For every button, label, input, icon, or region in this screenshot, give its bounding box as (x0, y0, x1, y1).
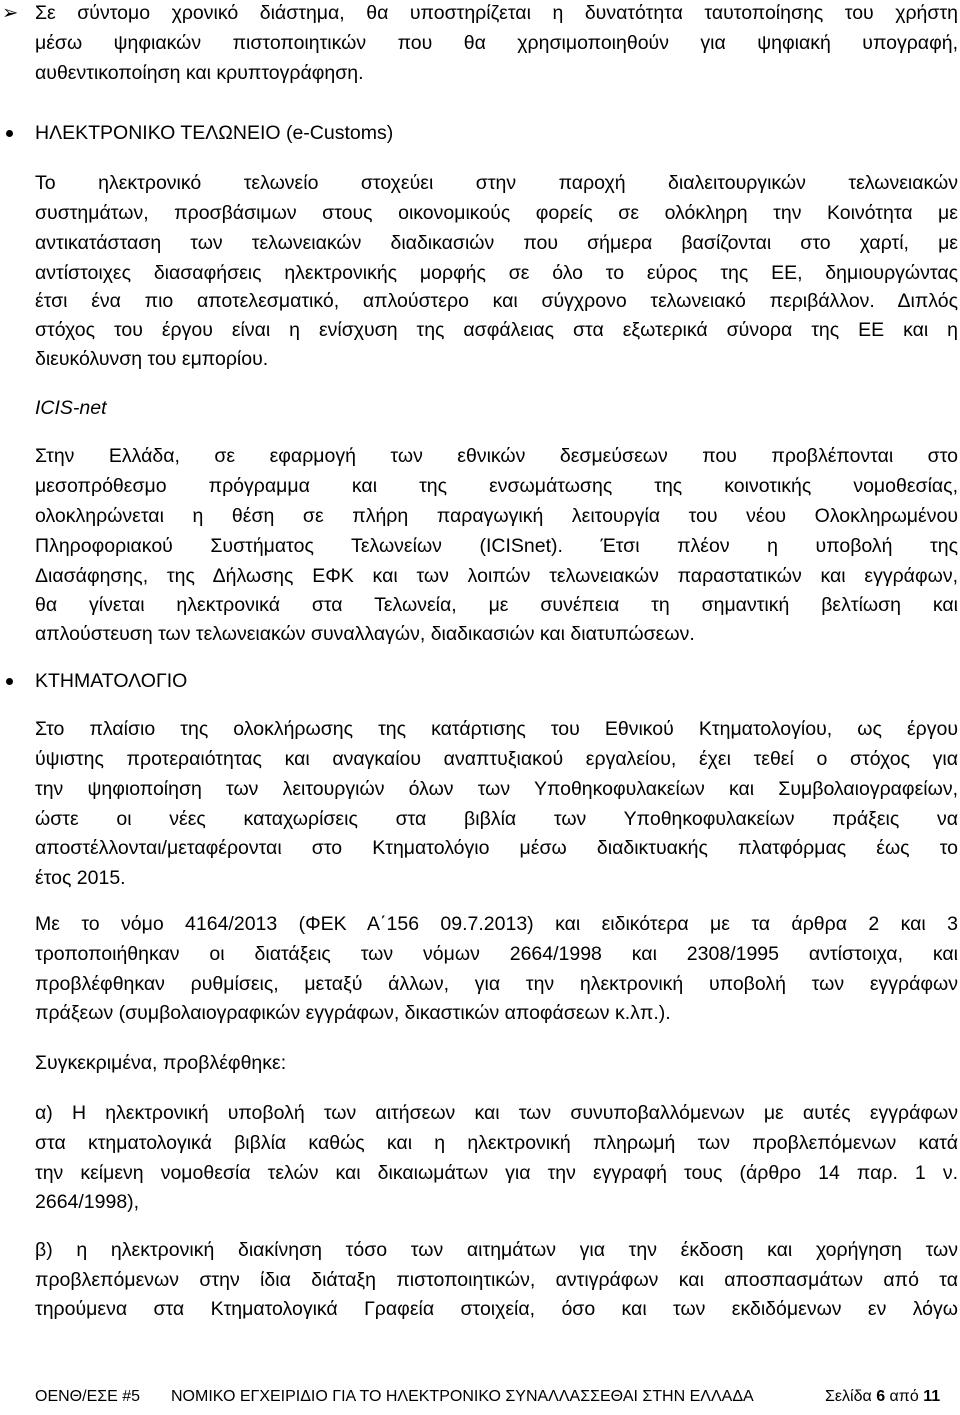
text-line: ώστε οι νέες καταχωρίσεις στα βιβλία των Υποθηκοφυλακείων πράξεις να (35, 808, 958, 830)
bullet-dot-icon (6, 678, 13, 685)
text-line: Σε σύντομο χρονικό διάστημα, θα υποστηρίζεται η δυνατότητα ταυτοποίησης του χρήστη (35, 2, 958, 24)
bullet-dot-icon (6, 130, 13, 137)
text-line: πράξεων (συμβολαιογραφικών εγγράφων, δικαστικών αποφάσεων κ.λπ.). (35, 1002, 671, 1024)
page-total: 11 (923, 1388, 941, 1405)
cadastre-heading: ΚΤΗΜΑΤΟΛΟΓΙΟ (35, 670, 188, 692)
text-line: έτσι ένα πιο αποτελεσματικό, απλούστερο και σύγχρονο τελωνειακό περιβάλλον. Διπλός (35, 290, 958, 312)
text-line: απλούστευση των τελωνειακών συναλλαγών, διαδικασιών και διατυπώσεων. (35, 623, 695, 645)
text-line: την ψηφιοποίηση των λειτουργιών όλων των Υποθηκοφυλακείων και Συμβολαιογραφείων, (35, 778, 958, 800)
text-line: αποστέλλονται/μεταφέρονται στο Κτηματολόγιο μέσω διαδικτυακής πλατφόρμας έως το (35, 837, 958, 859)
text-line: θα γίνεται ηλεκτρονικά στα Τελωνεία, με συνέπεια τη σημαντική βελτίωση και (35, 594, 958, 616)
footer-code: ΟΕΝΘ/ΕΣΕ #5 (35, 1388, 141, 1405)
text-line: διευκόλυνση του εμπορίου. (35, 348, 269, 370)
text-line: στόχος του έργου είναι η ενίσχυση της ασφάλειας στα εξωτερικά σύνορα της ΕΕ και η (35, 319, 958, 341)
icisnet-subheading: ICIS-net (35, 397, 107, 419)
text-line: Με το νόμο 4164/2013 (ΦΕΚ Α΄156 09.7.2013) και ειδικότερα με τα άρθρα 2 και 3 (35, 913, 958, 935)
text-line: ύψιστης προτεραιότητας και αναγκαίου αναπτυξιακού εργαλείου, έχει τεθεί ο στόχος για (35, 748, 958, 770)
page-word: Σελίδα (825, 1388, 872, 1405)
text-line: ολοκληρώνεται η θέση σε πλήρη παραγωγική λειτουργία του νέου Ολοκληρωμένου (35, 505, 958, 527)
text-line: έτος 2015. (35, 867, 126, 889)
text-line: α) Η ηλεκτρονική υποβολή των αιτήσεων και των συνυποβαλλόμενων με αυτές εγγράφων (35, 1102, 958, 1124)
text-line: Διασάφησης, της Δήλωσης ΕΦΚ και των λοιπών τελωνειακών παραστατικών και εγγράφων, (35, 565, 958, 587)
customs-heading: ΗΛΕΚΤΡΟΝΙΚΟ ΤΕΛΩΝΕΙΟ (e-Customs) (35, 122, 394, 144)
footer-title: ΝΟΜΙΚΟ ΕΓΧΕΙΡΙΔΙΟ ΓΙΑ ΤΟ ΗΛΕΚΤΡΟΝΙΚΟ ΣΥΝΑΛΛΑΣΣΕΘΑΙ ΣΤΗΝ ΕΛΛΑΔΑ (171, 1388, 754, 1405)
text-line: β) η ηλεκτρονική διακίνηση τόσο των αιτημάτων για την έκδοση και χορήγηση των (35, 1239, 958, 1261)
text-line: 2664/1998), (35, 1191, 140, 1213)
text-line: συστημάτων, προσβάσιμων στους οικονομικούς φορείς σε ολόκληρη την Κοινότητα με (35, 202, 958, 224)
text-line: αντικατάσταση των τελωνειακών διαδικασιών που σήμερα βασίζονται στο χαρτί, με (35, 232, 958, 254)
page-of: από (889, 1388, 919, 1405)
page-number (825, 1386, 940, 1408)
text-line: Στην Ελλάδα, σε εφαρμογή των εθνικών δεσμεύσεων που προβλέπονται στο (35, 445, 958, 467)
cadastre-paragraph-3: Συγκεκριμένα, προβλέφθηκε: (35, 1052, 287, 1074)
text-line: προβλέφθηκαν ρυθμίσεις, μεταξύ άλλων, για την ηλεκτρονική υποβολή των εγγράφων (35, 973, 958, 995)
page-current: 6 (876, 1388, 886, 1405)
text-line: αντίστοιχες διασαφήσεις ηλεκτρονικής μορφής σε όλο το εύρος της ΕΕ, δημιουργώντας (35, 262, 958, 284)
text-line: τηρούμενα στα Κτηματολογικά Γραφεία στοιχεία, όσο και των εκδιδόμενων εν λόγω (35, 1298, 958, 1320)
text-line: μέσω ψηφιακών πιστοποιητικών που θα χρησιμοποιηθούν για ψηφιακή υπογραφή, (35, 32, 958, 54)
arrow-bullet-icon: ➢ (2, 2, 19, 24)
text-line: Πληροφοριακού Συστήματος Τελωνείων (ICISnet). Έτσι πλέον η υποβολή της (35, 535, 958, 557)
text-line: την κείμενη νομοθεσία τελών και δικαιωμάτων για την εγγραφή τους (άρθρο 14 παρ. 1 ν. (35, 1162, 958, 1184)
text-line: στα κτηματολογικά βιβλία καθώς και η ηλεκτρονική πληρωμή των προβλεπόμενων κατά (35, 1132, 958, 1154)
text-line: Στο πλαίσιο της ολοκλήρωσης της κατάρτισης του Εθνικού Κτηματολογίου, ως έργου (35, 718, 958, 740)
text-line: μεσοπρόθεσμο πρόγραμμα και της ενσωμάτωσης της κοινοτικής νομοθεσίας, (35, 475, 958, 497)
text-line: αυθεντικοποίηση και κρυπτογράφηση. (35, 62, 364, 84)
text-line: Το ηλεκτρονικό τελωνείο στοχεύει στην παροχή διαλειτουργικών τελωνειακών (35, 172, 958, 194)
text-line: τροποποιήθηκαν οι διατάξεις των νόμων 2664/1998 και 2308/1995 αντίστοιχα, και (35, 943, 958, 965)
text-line: προβλεπόμενων στην ίδια διάταξη πιστοποιητικών, αντιγράφων και αποσπασμάτων από τα (35, 1269, 958, 1291)
